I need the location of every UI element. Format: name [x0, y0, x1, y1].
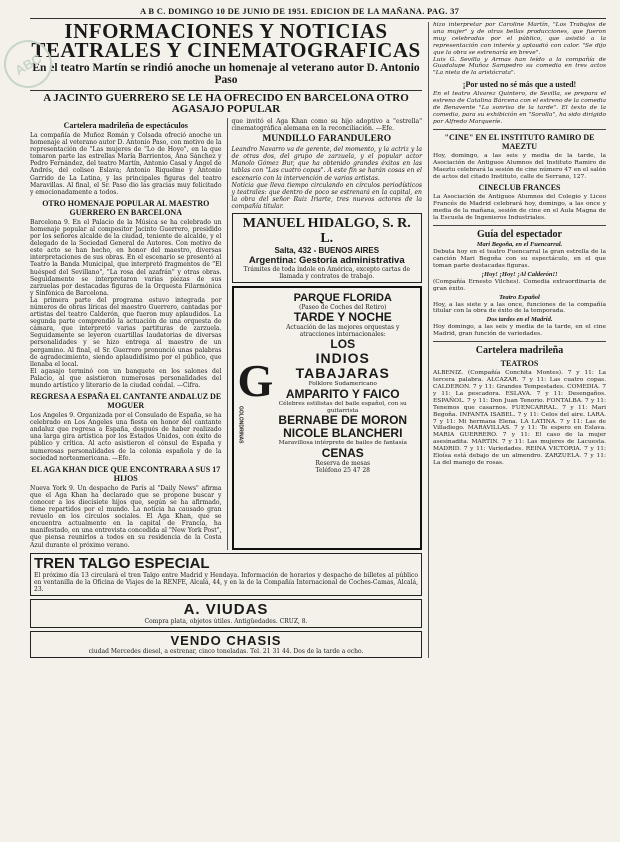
ad-vendo-chasis [30, 631, 422, 658]
guide-item-heading: Mari Begoña, en el Fuencarral. [476, 241, 563, 249]
golondrinas-logo: G [237, 355, 274, 407]
ad-title: A. VIUDAS [183, 601, 269, 619]
guide-title: Guía del espectador [477, 229, 562, 241]
guide-item-text: Hoy domingo, a las seis y media de la tarde, en el cine Madrid, gran función de variedades. [433, 324, 606, 338]
page-columns [30, 19, 606, 658]
guide-item-text: (Compañía Ernesto Vilches). Comedia extraordinaria de gran éxito. [433, 278, 606, 292]
ad-description: Compra plata, objetos útiles. Antigüedades. CRUZ, 8. [144, 618, 308, 626]
article-heading: CINECLUB FRANCES [478, 183, 561, 193]
article-paragraph: La Asociación de Antiguos Alumnos del Colegio y Liceo Francés de Madrid celebrará hoy, domingo, a las once y media de la mañana, sesión de cine en el Aula Magna de la Escuela de Ingenieros Industriales. [433, 194, 606, 222]
ad-act-pair: AMPARITO Y FAICO [285, 386, 400, 401]
article-columns [30, 118, 422, 550]
article-heading: EL AGA KHAN DICE QUE ENCONTRARA A SUS 17 HIJOS [31, 464, 221, 483]
ad-tagline: Argentina: Gestoría administrativa [248, 255, 405, 267]
article-paragraph: Noticia que lleva tiempo circulando en círculos periodísticos y teatrales: que dentro de poco se estrenará en la capital, en la obra del señor Ruiz Iriarte, tres nuevos actores de la compañía titular. [231, 181, 422, 210]
article-paragraph: Leandro Navarro va de gerente, del momento, y la actriz y la de otras dos, del grupo de zarzuela, y el popular actor Manolo Gómez Bur, que ha obtenido grandes éxitos en las tablas con "Las cuatro copas". A este fin se harán cosas en el escenario con la intervención de varios artistas. [231, 146, 422, 182]
article-paragraph: La compañía de Muñoz Román y Colsada ofreció anoche un homenaje al veterano autor D. Antonio Paso, con motivo de la representación de "Las mujeres de "Lo de Hoyo", en la que tomaron parte las estrellas María Barrientos, Ana Sánchez y Pedro Fernández, del teatro Martín, Antonio Casal y Ángel de Andrés, del coliseo Eslava; Antonio Riquelme y Antonio Garrido de La Latina, y las principales figuras del teatro Maravillas. Al final, el Sr. Paso dio las gracias muy felicitado y emocionadamente a todos. [30, 132, 222, 196]
main-subhead: En el teatro Martín se rindió anoche un homenaje al veterano autor D. Antonio Paso [32, 62, 420, 86]
ad-phone: Teléfono 25 47 28 [315, 467, 370, 475]
article-column-a [30, 118, 222, 550]
headline-line-1: INFORMACIONES Y NOTICIAS [64, 19, 388, 43]
article-heading: OTRO HOMENAJE POPULAR AL MAESTRO GUERRERO EN BARCELONA [42, 198, 210, 217]
ad-description: El próximo día 13 circulará el tren Talgo entre Madrid y Hendaya. Información de horarios y despacho de billetes al público en ventanilla de la Oficina de Viajes de la RENFE, Alcalá, 44, y en la de la Compañía Internacional de Coches-Camas, Alcalá, 23. [34, 572, 418, 594]
article-paragraph: Nueva York 9. Un despacho de París al "Daily News" afirma que el Aga Khan ha declarado que se propone buscar y conocer a los diecisiete hijos que, según se ha afirmado, tiene repartidos por el mundo. La noticia ha causado gran revuelo en los círculos sociales. El Aga Khan, que se encuentra actualmente en la capital de Francia, ha manifestado, en una entrevista concedida al "New York Post", que piensa reunirlos a todos en su residencia de la Costa Azul durante el próximo verano. [30, 484, 222, 549]
ad-line: Actuación de las mejores orquestas y atracciones internacionales: [286, 324, 400, 339]
abc-watermark-seal: ABC [0, 31, 61, 97]
secondary-headline: A JACINTO GUERRERO SE LE HA OFRECIDO EN BARCELONA OTRO AGASAJO POPULAR [30, 90, 422, 115]
article-heading: REGRESA A ESPAÑA EL CANTANTE ANDALUZ DE MOGUER [30, 392, 222, 411]
ad-parque-florida [232, 286, 423, 550]
ad-subtitle: (Paseo de Coches del Retiro) [298, 304, 387, 312]
ad-act-desc: Folklore Sudamericano [308, 381, 377, 388]
ad-act-desc: Maravillosa intérprete de bailes de fantasía [278, 440, 407, 447]
divider [433, 341, 606, 342]
article-paragraph: El agasajo terminó con un banquete en los salones del Palacio, al que asistieron numerosas personalidades del mundo artístico y literario de la ciudad condal. —Cifra. [30, 367, 222, 389]
cartelera-title: Cartelera madrileña [475, 345, 564, 357]
guide-item-text: Hoy, a las siete y a las once, funciones de la compañía titular con la obra de éxito de la temporada. [433, 301, 606, 315]
divider [433, 129, 606, 130]
ad-act-desc: Célebres estilistas del baile español, con su guitarrista [278, 400, 407, 414]
ad-title: PARQUE FLORIDA [293, 292, 392, 305]
ad-act-group: INDIOS TABAJARAS [295, 350, 390, 382]
ad-dinner: CENAS [321, 446, 364, 461]
ad-act-2: NICOLE BLANCHERI [283, 426, 403, 441]
headline-line-2: TEATRALES Y CINEMATOGRAFICAS [31, 38, 421, 62]
teatros-heading: TEATROS [500, 359, 539, 369]
article-paragraph: En el teatro Alvarez Quintero, de Sevilla, se prepara el estreno de Catalina Bárcena con el estreno de la comedia de Benavente "La sonrisa de la tarde". El texto de la comedia, para su exhibición en "Sorolla", ha sido dirigido por Alfredo Marqueríe. [433, 91, 606, 125]
ad-manuel-hidalgo [232, 213, 423, 283]
ad-reserve: Reserva de mesas [315, 460, 371, 468]
ad-tren-talgo [30, 553, 422, 596]
article-column-b [227, 118, 423, 550]
ad-schedule: TARDE Y NOCHE [293, 310, 392, 325]
article-paragraph: Barcelona 9. En el Palacio de la Música se ha celebrado un homenaje popular al compositor Jacinto Guerrero, presidido por los señores alcalde de la ciudad, teniente de alcalde, y el delegado de la Sociedad General de Autores. Con motivo de este acto se han hecho, en honor del maestro, diversas interpretaciones de sus obras. En el escenario se presentó al Teatro la Banda Municipal, que interpretó fragmentos de "El huésped del Sevillano", "La rosa del azafrán" y otras obras. Seguidamente se interpretaron varias piezas de sus zarzuelas por destacadas figuras de la Orquesta Filarmónica y Sinfónica de Barcelona. [30, 218, 222, 297]
guide-item-heading: ¡Hoy! ¡Hoy! ¡Al Calderón!! [481, 270, 558, 278]
article-heading: "CINE" EN EL INSTITUTO RAMIRO DE MAEZTU [444, 132, 595, 151]
left-section [30, 19, 422, 658]
guide-item-text: Debuta hoy en el teatro Fuencarral la gran estrella de la canción Mari Begoña con su espectáculo, en el que toman parte destacadas figuras. [433, 249, 606, 269]
golondrinas-label: GOLONDRINAS [237, 406, 244, 444]
ad-los: LOS [330, 337, 356, 352]
main-headline [30, 19, 422, 62]
ad-title: VENDO CHASIS [170, 633, 282, 649]
ad-description: Trámites de toda índole en América, excepto cartas de llamada y contratos de trabajo. [243, 266, 410, 281]
article-paragraph: Los Angeles 9. Organizada por el Consulado de España, se ha celebrado en Los Angeles una fiesta en honor del cantante andaluz que regresa a España, después de haber realizado una larga gira artística por los Estados Unidos, con éxito de público y crítica. Al acto asistieron el cónsul de España y numerosas personalidades de la colonia española y de la sociedad norteamericana. —Efe. [30, 412, 222, 462]
article-paragraph: Hoy, domingo, a las seis y media de la tarde, la Asociación de Antiguos Alumnos del Instituto Ramiro de Maeztu celebrará la sesión de cine número 47 en el salón de actos del citado Instituto, calle de Serrano, 127. [433, 152, 606, 180]
ad-title: MANUEL HIDALGO, S. R. L. [242, 216, 411, 247]
article-paragraph: La primera parte del programa estuvo integrada por números de obras líricas del maestro Guerrero, cantadas por artistas del teatro Calderón, que fueron muy aplaudidos. La segunda parte comprendió la actuación de una orquesta de cámara, que interpretó varias partituras de zarzuela. Seguidamente se leyeron cuartillas laudatorias de diversas personalidades y se hizo entrega al maestro de un pergamino. Al final, el Sr. Guerrero pronunció unas palabras de agradecimiento, siendo aplaudidísimo por el público, que llenaba el local. [30, 296, 222, 368]
cartelera-subtitle: Cartelera madrileña de espectáculos [63, 121, 188, 130]
right-column [428, 22, 606, 658]
theatre-listings: ALBENIZ. (Compañía Conchita Montes). 7 y 11: La tercera palabra. ALCAZAR. 7 y 11: Las cuatro copas. CALDERON. 7 y 11: Grandes Tempestades. COMEDIA. 7 y 11: La pescadora. ESLAVA. 7 y 11: Desengaños. ESPAÑOL. 7 y 11: Don Juan Tenorio. FONTALBA. 7 y 11: Tenemos que casarnos. FUENCARRAL. 7 y 11: Mari Begoña. INFANTA ISABEL. 7 y 11: Celos del aire. LARA. 7 y 11: Mi hermana Elena. LA LATINA. 7 y 11: Las de Villadiego. MARAVILLAS. 7 y 11: Te espero en Eslava. MARIA GUERRERO. 7 y 11: El caso de la mujer asesinadita. MARTIN. 7 y 11: Las mujeres de Lacuesta. MADRID. 7 y 11: Variedades. REINA VICTORIA. 7 y 11: Eloísa está debajo de un almendro. ZARZUELA. 7 y 11: La del manojo de rosas. [433, 370, 606, 466]
ad-title: TREN TALGO ESPECIAL [34, 555, 210, 573]
ad-description: ciudad Mercedes diesel, a estrenar, cinco toneladas. Tel. 21 31 44. Dos de la tarde a ocho. [88, 648, 364, 656]
ad-act-1: BERNABE DE MORON [278, 413, 408, 428]
article-heading: MUNDILLO FARANDULERO [262, 134, 392, 145]
article-paragraph: Luis G. Sevilla y Armas han leído a la compañía de Guadalupe Muñoz Sampedro su comedia en tres actos "La nieta de la aristócrata". [433, 56, 606, 77]
article-paragraph: que invitó el Aga Khan como su hijo adoptivo a "estrella" cinematográfica alemana en la reconciliación. —Efe. [231, 118, 422, 133]
ad-viudas [30, 599, 422, 628]
guide-item-heading: Dos tardes en el Madrid. [486, 316, 553, 324]
ad-address: Salta, 432 - BUENOS AIRES [274, 246, 380, 256]
article-paragraph: hizo interpretar por Caroline Martín, "Los Trabajos de una mujer" y de otras bellas producciones, que fueron muy celebradas por el público, que asistió a la representación con interés y aplaudió con calor. "Se dijo que la obra se estrenaría en breve". [433, 22, 606, 56]
guide-item-heading: Teatro Español [499, 293, 540, 301]
divider [433, 225, 606, 226]
page-header: A B C. DOMINGO 10 DE JUNIO DE 1951. EDICION DE LA MAÑANA. PAG. 37 [30, 4, 606, 19]
article-heading: ¡Por usted no sé más que a usted! [462, 80, 577, 90]
